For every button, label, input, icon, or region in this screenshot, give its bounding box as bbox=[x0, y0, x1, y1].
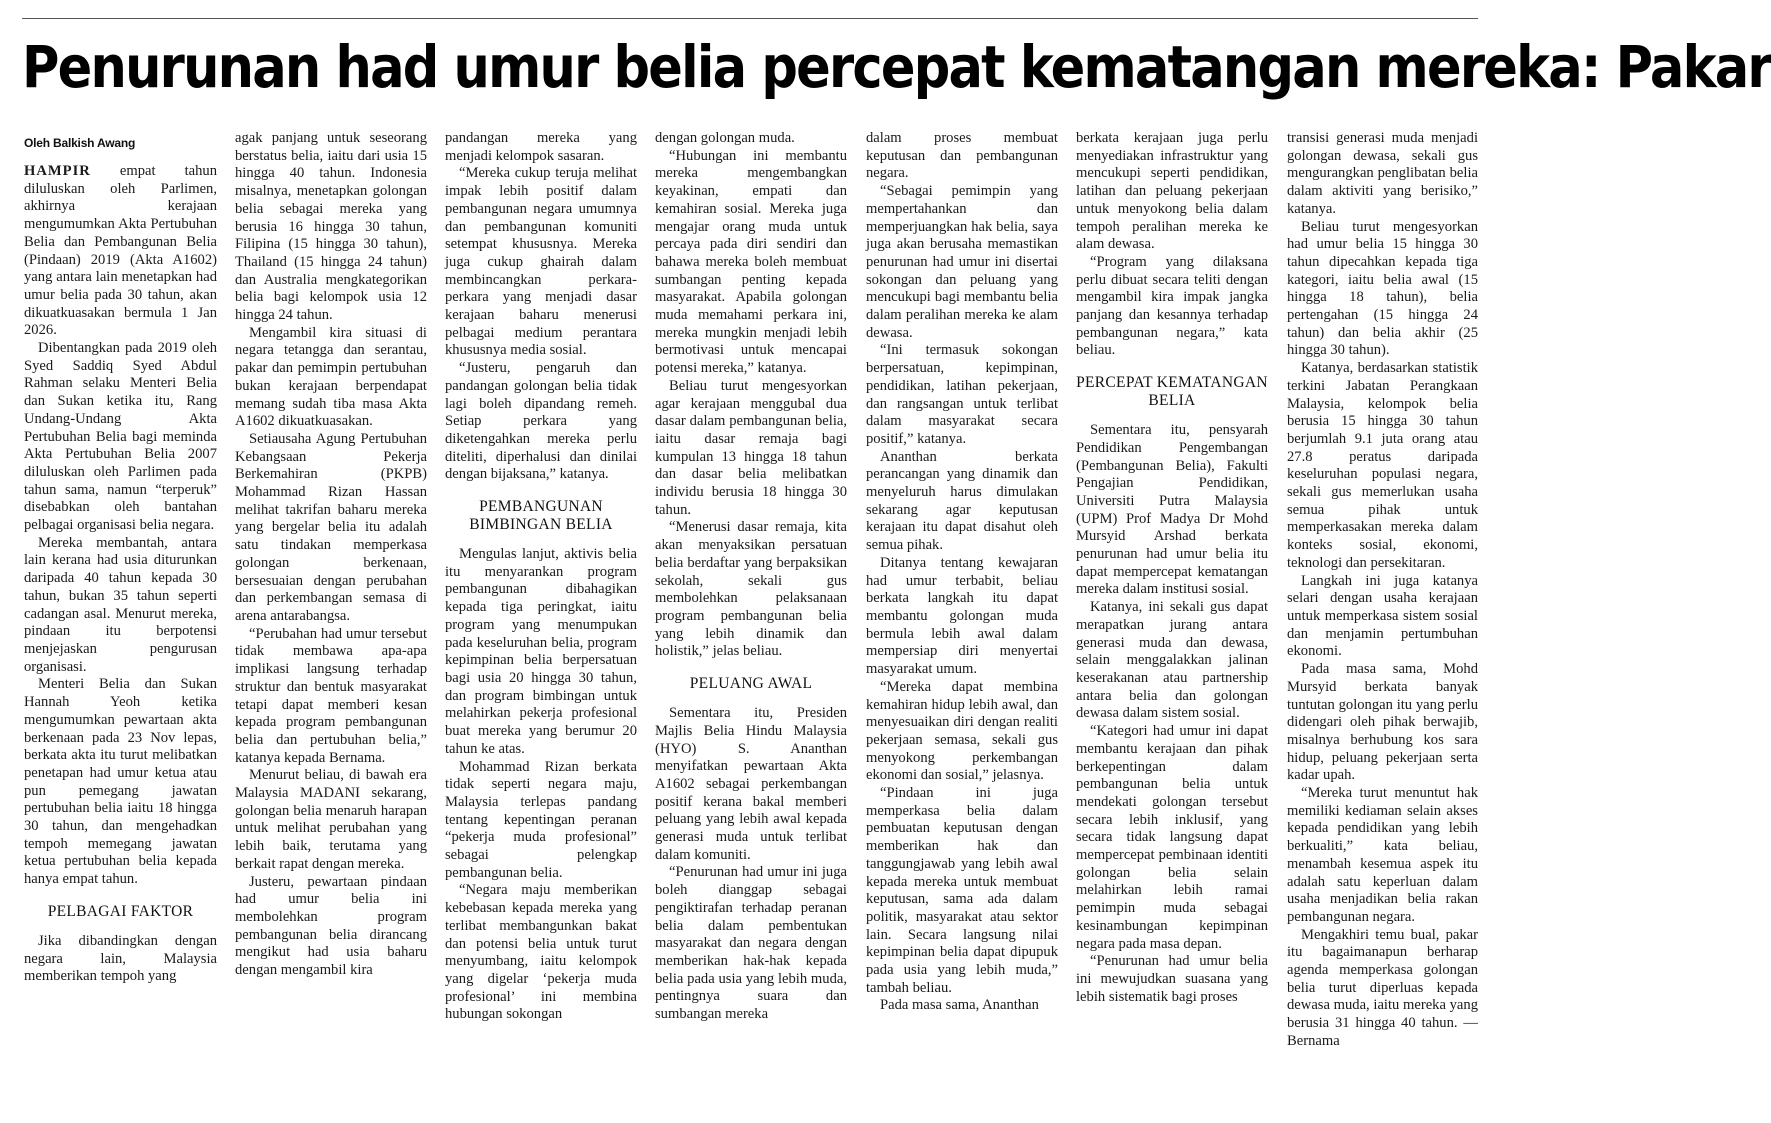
paragraph: Setiausaha Agung Pertubuhan Kebangsaan Pekerja Berkemahiran (PKPB) Mohammad Rizan Hassan melihat takrifan baharu mereka yang bergelar belia itu adalah satu tindakan memperkasa golongan berkenaan, bersesuaian dengan perubahan dan perkembangan semasa di arena antarabangsa. bbox=[235, 430, 427, 624]
section-heading: PELUANG AWAL bbox=[689, 675, 813, 693]
paragraph: Ditanya tentang kewajaran had umur terbabit, beliau berkata langkah itu dapat membantu golongan muda bermula lebih awal dalam mempersiap diri menyertai masyarakat umum. bbox=[866, 554, 1058, 678]
paragraph: Dibentangkan pada 2019 oleh Syed Saddiq Syed Abdul Rahman selaku Menteri Belia dan Sukan ketika itu, Rang Undang-Undang Akta Pertubuhan Belia bagi meminda Akta Pertubuhan Belia 2007 diluluskan oleh Parlimen pada tahun sama, namun “terperuk” disebabkan oleh bantahan pelbagai organisasi belia negara. bbox=[24, 340, 217, 534]
continued-paragraph: dalam proses membuat keputusan dan pembangunan negara. bbox=[866, 130, 1058, 182]
paragraph: Menteri Belia dan Sukan Hannah Yeoh ketika mengumumkan pewartaan akta berkenaan pada 23 Nov lepas, berkata akta itu turut melibatkan penetapan had umur ketua atau pun pemegang jawatan pertubuhan belia iaitu 18 hingga 30 tahun, dan mengehadkan tempoh memegang jawatan ketua pertubuhan belia kepada hanya empat tahun. bbox=[24, 676, 217, 888]
article-column-2 bbox=[235, 130, 427, 1090]
paragraph: Mengakhiri temu bual, pakar itu bagaimanapun berharap agenda memperkasa golongan belia turut diperluas kepada dewasa muda, iaitu mereka yang berusia 31 hingga 40 tahun. — Bernama bbox=[1287, 926, 1478, 1049]
headline: Penurunan had umur belia percepat kematangan mereka: Pakar bbox=[22, 33, 1771, 101]
paragraph: “Program yang dilaksana perlu dibuat secara teliti dengan mengambil kira impak jangka panjang dan kesannya terhadap pembangunan negara,” kata beliau. bbox=[1076, 253, 1268, 359]
paragraph: “Kategori had umur ini dapat membantu kerajaan dan pihak berkepentingan dalam pembangunan belia untuk mendekati golongan tersebut secara lebih inklusif, yang secara tidak langsung dapat mempercepat pembinaan identiti golongan belia selain melahirkan lebih ramai pemimpin muda sebagai kesinambungan kepimpinan negara pada masa depan. bbox=[1076, 723, 1268, 952]
article-column-5 bbox=[866, 130, 1058, 1090]
section-heading: PELBAGAI FAKTOR bbox=[47, 902, 194, 920]
paragraph: Mohammad Rizan berkata tidak seperti negara maju, Malaysia terlepas pandang tentang kepentingan peranan “pekerja muda profesional” sebagai pelengkap pembangunan belia. bbox=[445, 758, 637, 881]
paragraph: “Penurunan had umur ini juga boleh dianggap sebagai pengiktirafan terhadap peranan belia dalam pembentukan masyarakat dan negara dengan memberikan hak-hak kepada belia pada usia yang lebih muda, pentingnya suara dan sumbangan mereka bbox=[655, 864, 847, 1023]
paragraph: “Negara maju memberikan kebebasan kepada mereka yang terlibat membangunkan bakat dan potensi belia untuk turut menyumbang, iaitu kelompok yang digelar ‘pekerja muda profesional’ ini membina hubungan sokongan bbox=[445, 882, 637, 1023]
paragraph: “Sebagai pemimpin yang mempertahankan dan memperjuangkan hak belia, saya juga akan berusaha memastikan penurunan had umur ini disertai sokongan dan peluang yang mencukupi bagi membantu belia dalam peralihan mereka ke alam dewasa. bbox=[866, 183, 1058, 341]
paragraph: “Justeru, pengaruh dan pandangan golongan belia tidak lagi boleh dipandang remeh. Setiap perkara yang diketengahkan mereka perlu diteliti, diperhalusi dan dinilai dengan bijaksana,” katanya. bbox=[445, 360, 637, 483]
paragraph: Jika dibandingkan dengan negara lain, Malaysia memberikan tempoh yang bbox=[24, 932, 217, 985]
paragraph: Mengambil kira situasi di negara tetangga dan serantau, pakar dan pemimpin pertubuhan bukan kerajaan berpendapat memang sudah tiba masa Akta A1602 dikuatkuasakan. bbox=[235, 324, 427, 430]
paragraph: Pada masa sama, Mohd Mursyid berkata banyak tuntutan golongan itu yang perlu didengari oleh pihak berwajib, misalnya berhubung kos sara hidup, peluang pekerjaan serta kadar upah. bbox=[1287, 661, 1478, 784]
paragraph: Sementara itu, pensyarah Pendidikan Pengembangan (Pembangunan Belia), Fakulti Pengajian Pendidikan, Universiti Putra Malaysia (UPM) Prof Madya Dr Mohd Mursyid Arshad berkata penurunan had umur belia itu dapat mempercepat kematangan mereka dalam institusi sosial. bbox=[1076, 422, 1268, 598]
continued-paragraph: berkata kerajaan juga perlu menyediakan infrastruktur yang mencukupi seperti pendidikan, latihan dan peluang pekerjaan untuk menyokong belia dalam tempoh peralihan mereka ke alam dewasa. bbox=[1076, 130, 1268, 253]
section-heading: PEMBANGUNAN BIMBINGAN BELIA bbox=[469, 498, 613, 534]
paragraph: Mereka membantah, antara lain kerana had usia diturunkan daripada 40 tahun kepada 30 tahun, bukan 35 tahun seperti cadangan asal. Menurut mereka, pindaan itu berpotensi menjejaskan pengurusan organisasi. bbox=[24, 534, 217, 675]
byline: Oleh Balkish Awang bbox=[24, 136, 136, 150]
paragraph: Menurut beliau, di bawah era Malaysia MADANI sekarang, golongan belia menaruh harapan untuk melihat perubahan yang lebih baik, terutama yang berkait rapat dengan mereka. bbox=[235, 767, 427, 872]
continued-paragraph: transisi generasi muda menjadi golongan dewasa, sekali gus mengurangkan penglibatan belia dalam aktiviti yang berisiko,” katanya. bbox=[1287, 130, 1478, 217]
paragraph: Beliau turut mengesyorkan agar kerajaan menggubal dua dasar dalam pembangunan belia, iaitu dasar remaja bagi kumpulan 13 hingga 18 tahun dan dasar belia melibatkan individu berusia 18 hingga 30 tahun. bbox=[655, 377, 847, 518]
paragraph: Pada masa sama, Ananthan bbox=[880, 997, 1039, 1014]
paragraph: Sementara itu, Presiden Majlis Belia Hindu Malaysia (HYO) S. Ananthan menyifatkan pewartaan Akta A1602 sebagai perkembangan positif kerana bakal memberi peluang yang lebih awal kepada generasi muda untuk terlibat dalam komuniti. bbox=[655, 705, 847, 863]
continued-paragraph: pandangan mereka yang menjadi kelompok sasaran. bbox=[445, 130, 637, 164]
paragraph: Katanya, berdasarkan statistik terkini Jabatan Perangkaan Malaysia, kelompok belia berusia 15 hingga 30 tahun berjumlah 9.1 juta orang atau 27.8 peratus daripada keseluruhan populasi negara, sekali gus memerlukan usaha semua pihak untuk memperkasakan mereka dalam konteks sosial, ekonomi, teknologi dan persekitaran. bbox=[1287, 360, 1478, 571]
paragraph: “Pindaan ini juga memperkasa belia dalam pembuatan keputusan dengan memberikan hak dan tanggungjawab yang lebih awal kepada mereka untuk membuat keputusan, sama ada dalam politik, masyarakat atau sektor lain. Secara langsung nilai kepimpinan belia dapat dipupuk pada usia yang lebih muda,” tambah beliau. bbox=[866, 785, 1058, 996]
paragraph: Langkah ini juga katanya selari dengan usaha kerajaan untuk memperkasa sistem sosial dan menjamin pertumbuhan ekonomi. bbox=[1287, 572, 1478, 660]
continued-paragraph: dengan golongan muda. bbox=[655, 130, 795, 146]
paragraph: “Perubahan had umur tersebut tidak membawa apa-apa implikasi langsung terhadap struktur dan bentuk masyarakat tetapi dapat memberi kesan kepada program pembangunan belia dan pertubuhan belia,” katanya kepada Bernama. bbox=[235, 625, 427, 766]
paragraph: Ananthan berkata perancangan yang dinamik dan menyeluruh harus dimulakan sekarang agar keputusan kerajaan itu dapat disahut oleh semua pihak. bbox=[866, 448, 1058, 554]
continued-paragraph: agak panjang untuk seseorang berstatus belia, iaitu dari usia 15 hingga 40 tahun. Indonesia misalnya, menetapkan golongan belia sebagai mereka yang berusia 16 hingga 30 tahun, Filipina (15 hingga 30 tahun), Thailand (15 hingga 24 tahun) dan Australia mengkategorikan belia bagi kelompok usia 12 hingga 24 tahun. bbox=[235, 130, 427, 324]
article-column-4 bbox=[655, 130, 847, 1090]
paragraph: “Penurunan had umur belia ini mewujudkan suasana yang lebih sistematik bagi proses bbox=[1076, 953, 1268, 1005]
paragraph: Beliau turut mengesyorkan had umur belia 15 hingga 30 tahun dipecahkan kepada tiga kategori, iaitu belia awal (15 hingga 18 tahun), belia pertengahan (15 hingga 24 tahun) dan belia akhir (25 hingga 30 tahun). bbox=[1287, 218, 1478, 359]
paragraph: “Mereka cukup teruja melihat impak lebih positif dalam pembangunan negara umumnya dan pembangunan komuniti setempat khususnya. Mereka juga cukup ghairah dalam membincangkan perkara-perkara yang menjadi dasar kerajaan baharu menerusi pelbagai medium perantara khususnya media sosial. bbox=[445, 165, 637, 359]
paragraph: Mengulas lanjut, aktivis belia itu menyarankan program pembangunan dibahagikan kepada tiga peringkat, iaitu program yang menumpukan pada keseluruhan belia, program kepimpinan belia berpersatuan bagi usia 20 hingga 30 tahun, dan program bimbingan untuk melahirkan pekerja profesional buat mereka yang berumur 20 tahun ke atas. bbox=[445, 546, 637, 757]
paragraph: “Hubungan ini membantu mereka mengembangkan keyakinan, empati dan kemahiran sosial. Mereka juga mengajar orang muda untuk percaya pada diri sendiri dan bahawa mereka boleh membuat sumbangan penting kepada masyarakat. Apabila golongan muda memahami perkara ini, mereka mungkin menjadi lebih bermotivasi untuk mencapai potensi mereka,” katanya. bbox=[655, 147, 847, 377]
lead-paragraph bbox=[24, 163, 217, 340]
article-column-7 bbox=[1287, 130, 1478, 1090]
section-heading: PERCEPAT KEMATANGAN BELIA bbox=[1076, 374, 1268, 410]
article-column-6 bbox=[1076, 130, 1268, 1090]
paragraph: “Mereka dapat membina kemahiran hidup lebih awal, dan menyesuaikan diri dengan realiti pekerjaan semasa, sekali gus menyokong perkembangan ekonomi dan sosial,” jelasnya. bbox=[866, 678, 1058, 784]
lead-text: empat tahun diluluskan oleh Parlimen, akhirnya kerajaan mengumumkan Akta Pertubuhan Belia dan Pembangunan Belia (Pindaan) 2019 (Akta A1602) yang antara lain menetapkan had umur belia pada 30 tahun, akan dikuatkuasakan bermula 1 Jan 2026. bbox=[24, 163, 217, 339]
paragraph: Katanya, ini sekali gus dapat merapatkan jurang antara generasi muda dan dewasa, selain menggalakkan jalinan keserakanan atau partnership antara belia dan golongan dewasa dalam sistem sosial. bbox=[1076, 599, 1268, 722]
paragraph: “Mereka turut menuntut hak memiliki kediaman selain akses kepada pendidikan yang lebih berkualiti,” kata beliau, menambah kesemua aspek itu adalah satu keperluan dalam usaha menjadikan belia rakan pembangunan negara. bbox=[1287, 785, 1478, 925]
top-rule bbox=[22, 18, 1478, 19]
lead-word: HAMPIR bbox=[24, 163, 91, 179]
paragraph: Justeru, pewartaan pindaan had umur belia ini membolehkan program pembangunan belia dirancang mengikut had usia baharu dengan mengambil kira bbox=[235, 873, 427, 979]
article-column-3 bbox=[445, 130, 637, 1090]
paragraph: “Ini termasuk sokongan berpersatuan, kepimpinan, pendidikan, latihan pekerjaan, dan rangsangan untuk terlibat dalam masyarakat secara positif,” katanya. bbox=[866, 342, 1058, 447]
article-column-1 bbox=[24, 163, 217, 1123]
paragraph: “Menerusi dasar remaja, kita akan menyaksikan persatuan belia berdaftar yang berpaksikan sekolah, sekali gus membolehkan pelaksanaan program pembangunan belia yang lebih dinamik dan holistik,” jelas beliau. bbox=[655, 519, 847, 660]
